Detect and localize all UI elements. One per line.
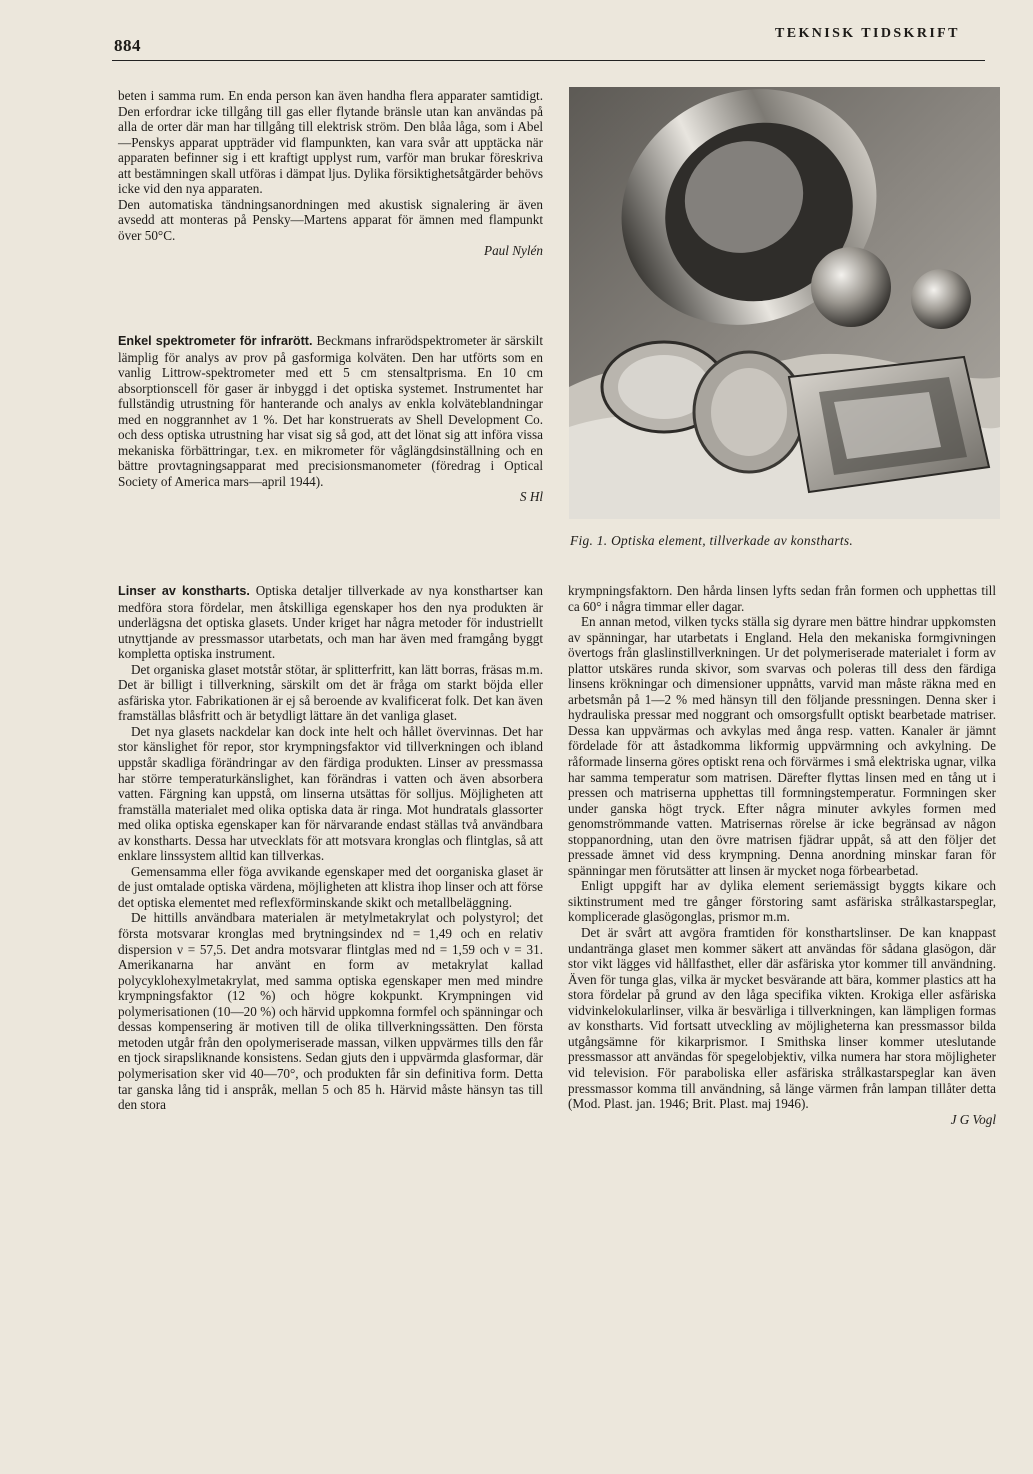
photo-optical-elements [569,87,1000,519]
header-rule [112,60,985,61]
page-number: 884 [114,36,141,55]
figure-caption: Fig. 1. Optiska element, tillverkade av konstharts. [570,533,854,548]
author-signature: J G Vogl [950,1111,996,1127]
author-signature: Paul Nylén [484,243,543,259]
paragraph: Enligt uppgift har av dylika element seriemässigt byggts kikare och siktinstrument med tre gånger förstoring samt asfäriska strålkastarspeglar, komplicerade glasögonglas, prismor m.m. [568,878,996,925]
article-body: Beckmans infrarödspektrometer är särskilt lämplig för analys av prov på gasformiga kolväten. Den har utförts som en vanlig Littrow-spektrometer med ett 5 cm stensaltprisma. En 10 cm absorptionscell för gaser är inbyggd i det optiska systemet. Instrumentet har fullständig utrustning för hanterande och analys av enkla kolväteblandningar med en noggrannhet av 1 %. Det har konstruerats av Shell Development Co. och dess optiska utrustning har visat sig så god, att det lönat sig att införa vissa mekaniska förbättringar, t.ex. en mikrometer för våglängdsinställning och en bättre provtagningsapparat med precisionsmanometer (föredrag i Optical Society of America mars—april 1944). [118,333,543,489]
article-spectrometer [118,333,543,505]
photo-illustration [569,87,1000,519]
paragraph: Den automatiska tändningsanordningen med akustisk signalering är även avsedd att monteras på Pensky—Martens apparat för ämnen med flampunkt över 50°C. [118,196,543,243]
paragraph: krympningsfaktorn. Den hårda linsen lyfts sedan från formen och upphettas till ca 60° i några timmar eller dagar. [568,583,996,614]
article-body: Optiska detaljer tillverkade av nya konsthartser kan medföra stora fördelar, men åtskilliga egenskaper hos den nya produkten är underlägsna det optiska glasets. Under kriget har några metoder för industriellt utnyttjande av pressmassor utarbetats, och man har även med framgång byggt kompletta optiska instrument. [118,583,543,662]
paragraph: En annan metod, vilken tycks ställa sig dyrare men bättre hindrar uppkomsten av spänningar, har utarbetats i England. Hela den mekaniska formgivningen övertogs från glaslinstillverkningen. Ur det polymeriserade materialet i form av plattor utskäres runda skivor, som svarvas och poleras till dess den färdiga linsens krökningar och dimensioner uppnåtts, varvid man måste räkna med en arbetsmån på 1—2 % med hänsyn till den följande pressningen. Denna sker i hydrauliska pressar med noggrant och omsorgsfullt optiskt bearbetade matriser. Dessa kan uppvärmas och avkylas med ånga resp. vatten. Kanaler är jämnt fördelade för att åstadkomma likformig uppvärmning och avkylning. De råformade linserna göres optiskt rena och förvärmes i små elektriska ugnar, vilka har samma temperatur som matrisen. Därefter flyttas linsen med en tång ut i pressen och matriserna upphettas till formningstemperatur. Formningen sker under ganska högt tryck. Efter några minuter avkyles formen med genomströmmande vatten. Matrisernas rörelse är icke begränsad av någon stoppanordning, utan den övre matrisen fjädrar uppåt, så att den följer det pressade ämnet vid dess krympning. Denna anordning minskar faran för spänningar men förutsätter att linsen är mycket noga förbearbetad. [568,614,996,878]
paragraph: De hittills användbara materialen är metylmetakrylat och polystyrol; det första motsvarar kronglas med brytningsindex nd = 1,49 och en relativ dispersion ν = 57,5. Det andra motsvarar flintglas med nd = 1,59 och ν = 31. Amerikanarna har använt en form av metakrylat kallad polycyklohexylmetakrylat, med samma optiska egenskaper men med mindre krympningsfaktor (12 %) och högre kokpunkt. Krympningen vid polymerisationen (10—20 %) och härvid uppkomna formfel och spänningar och dessas kompensering är motiven till de olika tillverkningssätten. Den första metoden utgår från den opolymeriserade massan, vilken uppvärmes tills den får en tjock sirapsliknande konsistens. Sedan gjuts den i uppvärmda glasformar, där polymerisation sker vid 40—70°, och produkten får sin definitiva form. Detta tar ganska lång tid i anspråk, mellan 5 och 85 h. Härvid måste hänsyn tas till den stora [118,910,543,1113]
author-signature: S Hl [519,489,543,505]
paragraph [118,333,543,489]
paragraph: Det är svårt att avgöra framtiden för konsthartslinser. De kan knappast undantränga glaset men kommer säkert att användas för sådana glasögon, där stor vikt lägges vid hållfasthet, eller där asfäriska ytor kommer till användning. Även för tunga glas, vilka är mycket besvärande att bära, kommer plastics att ha stora fördelar på grund av den låga specifika vikten. Krokiga eller asfäriska vidvinkelokularlinser, vilka är besvärliga i tillverkningen, kan lämpligen formas av konstharts. Vid fortsatt utveckling av möjligheterna kan pressmassor bilda utgångsämne för kikarprismor. I Smithska linser kommer uteslutande pressmassor att användas för spegelobjektiv, vilka numera har stora möjligheter vid television. För paraboliska eller asfäriska strålkastarspeglar kan även pressmassor komma till användning, så länge värmen från lampan tillåter detta (Mod. Plast. jan. 1946; Brit. Plast. maj 1946). [568,925,996,1112]
article-heading: Linser av konstharts. [118,584,250,598]
journal-title: TEKNISK TIDSKRIFT [775,26,960,41]
paragraph [118,583,543,662]
paragraph: beten i samma rum. En enda person kan även handha flera apparater samtidigt. Den erfordrar icke tillgång till gas eller flytande bränsle utan kan användas på alla de orter där man har tillgång till elektrisk ström. Den blåa låga, som i Abel—Penskys apparat uppträder vid flampunkten, kan vara svår att upptäcka när apparaten befinner sig i ett kraftigt upplyst rum, varför man brukar föreskriva att bestämningen skall utföras i dämpat ljus. Dylika försiktighetsåtgärder behövs icke vid den nya apparaten. [118,88,543,197]
article-flash-point-end [118,88,543,259]
paragraph: Det nya glasets nackdelar kan dock inte helt och hållet övervinnas. Det har stor känslighet för repor, stor krympningsfaktor vid tillverkningen och ibland uppstår skadliga förändringar av den färdiga produkten. Linser av pressmassa har större temperaturkänslighet, kan förändras i vatten och även absorbera vatten. Färgning kan uppstå, om linserna utsättas för solljus. Möjligheten att framställa materialet med olika optiska data är ringa. Mot hundratals glassorter med olika optiska egenskaper kan för närvarande endast ställas två användbara av konstharts. Dessa har utvecklats för att motsvara kronglas och flintglas, så att enklare linssystem alltid kan tillverkas. [118,723,543,864]
article-heading: Enkel spektrometer för infrarött. [118,334,313,348]
article-lenses-right [568,583,996,1127]
paragraph: Gemensamma eller föga avvikande egenskaper med det oorganiska glaset är de just omtalade optiska värdena, möjligheten att klistra ihop linser och att förse det optiska elementet med reflexförminskande skikt och metallbeläggning. [118,863,543,910]
article-lenses-left [118,583,543,1113]
paragraph: Det organiska glaset motstår stötar, är splitterfritt, kan lätt borras, fräsas m.m. Det är billigt i tillverkning, särskilt om det är fråga om starkt böjda eller asfäriska ytor. Fabrikationen är ej så beroende av kvalificerat folk. Det kan även framställas blåsfritt och är betydligt lättare än det vanliga glaset. [118,661,543,724]
